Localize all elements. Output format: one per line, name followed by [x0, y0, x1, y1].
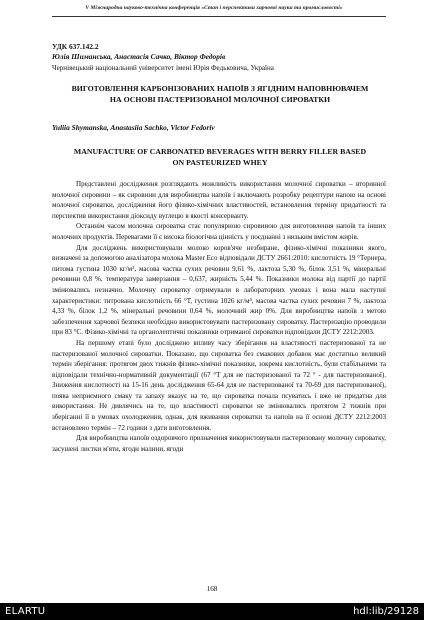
handle-id: hdl:lib/29128 [353, 606, 419, 617]
authors-en: Yuliia Shymanska, Anastasiia Sachko, Victor Fedoriv [52, 123, 215, 132]
body-text [52, 179, 386, 454]
paragraph: Останнім часом молочна сироватка стає популярною сировиною для виготовлення напоїв та інших молочних продуктів. Перевагами її є висока біологічна цінність у поєднанні з низьким вмістом жирів. [52, 222, 386, 241]
udk-code: УДК 637.142.2 [52, 42, 99, 51]
paragraph: Представлені дослідження розглядають можливість використання молочної сироватки – вторинної молочної сировини – як сировини для виробництва напоїв і включають розробку рецептури напою на основі молочної сироватки, дослідження його фізико-хімічних властивостей, встановлення терміну придатності та перспектив використання діоксиду вуглецю в якості консерванту. [52, 180, 386, 220]
affiliation: Чернівецький національний університет імені Юрія Федьковича, Україна [52, 64, 274, 72]
paragraph: На першому етапі було досліджено впливу часу зберігання на властивості пастеризованої та не пастеризованої молочної сироватки. Показано, що сироватка без смакових добавок має достатньо великий термін зберігання: протягом двох тижнів фізико-хімічні показники, зокрема кислотність, були стабільними та відповідали технічно-нормативній документації (67 °Т для не пастеризованої та 72 ° - для пастеризованої). Зниження кислотності на 15-16 день дослідження 65-64 для не пастеризованої та 70-69 для пастеризованої), поява неприємного смаку та запаху вказує на те, що сироватка почала псуватись і вже не придатна для використання. Не дивлячись на те, що властивості сироватки не змінювались протягом 2 тижнів при зберіганні її в умовах охолодження, однак, для вживання сироватки та напоїв на її основі ДСТУ 2212:2003 встановлено термін – 72 години з дати виготовлення. [52, 338, 386, 432]
page-number: 168 [206, 585, 218, 593]
title-en: MANUFACTURE OF CARBONATED BEVERAGES WITH BERRY FILLER BASED ON PASTEURIZED WHEY [73, 147, 367, 167]
footer-bar [0, 603, 424, 620]
conference-header: V Міжнародна науково-технічна конференція «Стан і перспективи харчової науки та промисловості» [85, 5, 343, 11]
header-rule [52, 16, 386, 17]
title-ua: ВИГОТОВЛЕННЯ КАРБОНІЗОВАНИХ НАПОЇВ З ЯГІДНИМ НАПОВНЮВАЧЕМ НА ОСНОВІ ПАСТЕРИЗОВАНОЇ МОЛОЧНОЇ СИРОВАТКИ [71, 84, 369, 104]
repository-name: ELARTU [5, 606, 46, 617]
paragraph: Для досліджень використовували молоко коров'яче незбиране, фізико-хімічні показники якого, визначені за допомогою аналізатора молока Master Eco відповідали ДСТУ 2661:2010: кислотність 19 °Тернера, питома густина 1030 кг/м³, масова частка сухих речовин 9,61 %, лактоза 5,30 %, білок 3,51 %, мінеральні речовини 0,8 %, температура замерзання – 0,637, жирність 5,44 %. Показники молока від партії до партії змінювались незначно. Молочну сироватку отримували в лабораторних умовах і вона мала наступні характеристики: титрована кислотність 66 °Т, густина 1026 кг/м³, масова частка сухих речовин 7 %, лактоза 4,33 %, білок 1,2 %, мінеральні речовини 0,64 %, молочний жир 0%. Для виробництва напоїв з метою забезпечення харчової безпеки необхідно використовувати пастеризовану сироватку. Пастеризацію проводили при 83 °С. Фізико-хімічні та органолептичні показники отриманої сироватки відповідали ДСТУ 2212:2003. [52, 243, 386, 337]
authors-ua: Юлія Шиманська, Анастасія Сачко, Віктор Федорів [52, 52, 226, 61]
paragraph: Для виробництва напоїв оздоровчого призначення використовували пастеризовану молочну сироватку, засушені листки м'яти, ягоди малини, ягоди [52, 434, 386, 453]
